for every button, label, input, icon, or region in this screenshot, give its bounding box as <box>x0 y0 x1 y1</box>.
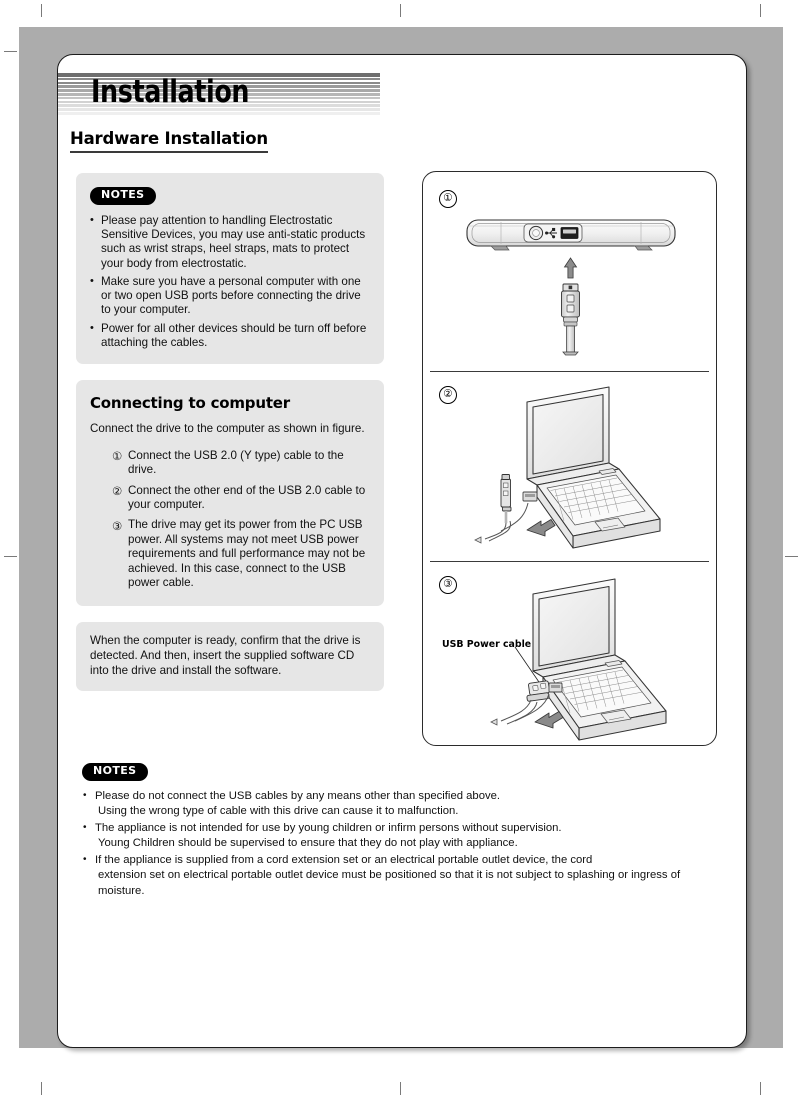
ready-confirmation-box: When the computer is ready, confirm that the drive is detected. And then, insert the supplied software CD into the drive and install the software. <box>76 622 384 691</box>
notes-section-bottom <box>82 761 722 900</box>
section-heading: Hardware Installation <box>70 129 268 153</box>
notes-badge-bottom: NOTES <box>82 763 148 781</box>
list-item <box>82 821 722 852</box>
figure-marker-2: ② <box>439 386 457 404</box>
figure-panel-1 <box>423 172 716 371</box>
step-marker-1: ① <box>112 449 123 463</box>
crop-mark-bottom-right <box>760 1082 761 1095</box>
connecting-steps-list <box>112 449 370 591</box>
list-item <box>82 789 722 820</box>
list-item <box>82 853 722 900</box>
crop-mark-bottom-center <box>400 1082 401 1095</box>
crop-mark-left-middle <box>4 556 17 557</box>
note-line-2a: The appliance is not intended for use by young children or infirm persons without supervision. <box>95 821 562 834</box>
usb-power-cable-label: USB Power cable <box>442 639 532 650</box>
list-item <box>112 518 370 590</box>
manual-page <box>57 54 747 1048</box>
step-text-3: The drive may get its power from the PC USB power. All systems may not meet USB power requirements and full performance may not be achieved. In this case, connect to the USB power cable. <box>128 518 366 590</box>
connecting-title: Connecting to computer <box>90 394 290 413</box>
page-title-band <box>58 73 380 115</box>
crop-mark-top-center <box>400 4 401 17</box>
note-line-2b: Young Children should be supervised to ensure that they do not play with appliance. <box>98 837 518 850</box>
connecting-intro: Connect the drive to the computer as shown in figure. <box>90 422 365 436</box>
laptop-usb-power-cable-icon <box>423 561 717 746</box>
note-line-3b: extension set on electrical portable outlet device must be positioned so that it is not subject to splashing or ingress of moisture. <box>98 869 681 897</box>
drive-rear-panel-icon <box>423 172 717 371</box>
list-item: • Make sure you have a personal computer with one or two open USB ports before connecting the drive to your computer. <box>90 275 370 318</box>
figure-marker-3: ③ <box>439 576 457 594</box>
notes-box-top <box>76 173 384 364</box>
step-text-1: Connect the USB 2.0 (Y type) cable to the drive. <box>128 448 344 477</box>
figure-marker-1: ① <box>439 190 457 208</box>
crop-mark-top-right <box>760 4 761 17</box>
list-item: • Please pay attention to handling Electrostatic Sensitive Devices, you may use anti-static products such as wrist straps, heel straps, mats to protect your body from electrostatic. <box>90 214 370 271</box>
crop-mark-left-top <box>4 51 17 52</box>
laptop-usb-connection-icon <box>423 371 717 561</box>
note-line-3a: If the appliance is supplied from a cord extension set or an electrical portable outlet device, the cord <box>95 853 593 866</box>
step-marker-2: ② <box>112 483 123 498</box>
note-line-1b: Using the wrong type of cable with this drive can cause it to malfunction. <box>98 805 459 818</box>
list-item <box>112 449 370 478</box>
note-line-1a: Please do not connect the USB cables by any means other than specified above. <box>95 789 501 802</box>
crop-mark-top-left <box>41 4 42 17</box>
notes-top-list <box>90 214 370 351</box>
crop-mark-bottom-left <box>41 1082 42 1095</box>
crop-mark-right-middle <box>785 556 798 557</box>
left-content-column <box>76 173 384 691</box>
step-marker-3: ③ <box>112 518 123 533</box>
notes-bottom-list <box>82 789 722 900</box>
figure-panel-2 <box>423 371 716 561</box>
list-item <box>112 484 370 513</box>
figure-panel-3 <box>423 561 716 746</box>
page-title: Installation <box>91 74 250 110</box>
list-item: • Power for all other devices should be turn off before attaching the cables. <box>90 322 370 351</box>
connecting-to-computer-box <box>76 380 384 606</box>
illustration-column <box>422 171 717 746</box>
notes-badge: NOTES <box>90 187 156 205</box>
step-text-2: Connect the other end of the USB 2.0 cable to your computer. <box>128 483 366 512</box>
